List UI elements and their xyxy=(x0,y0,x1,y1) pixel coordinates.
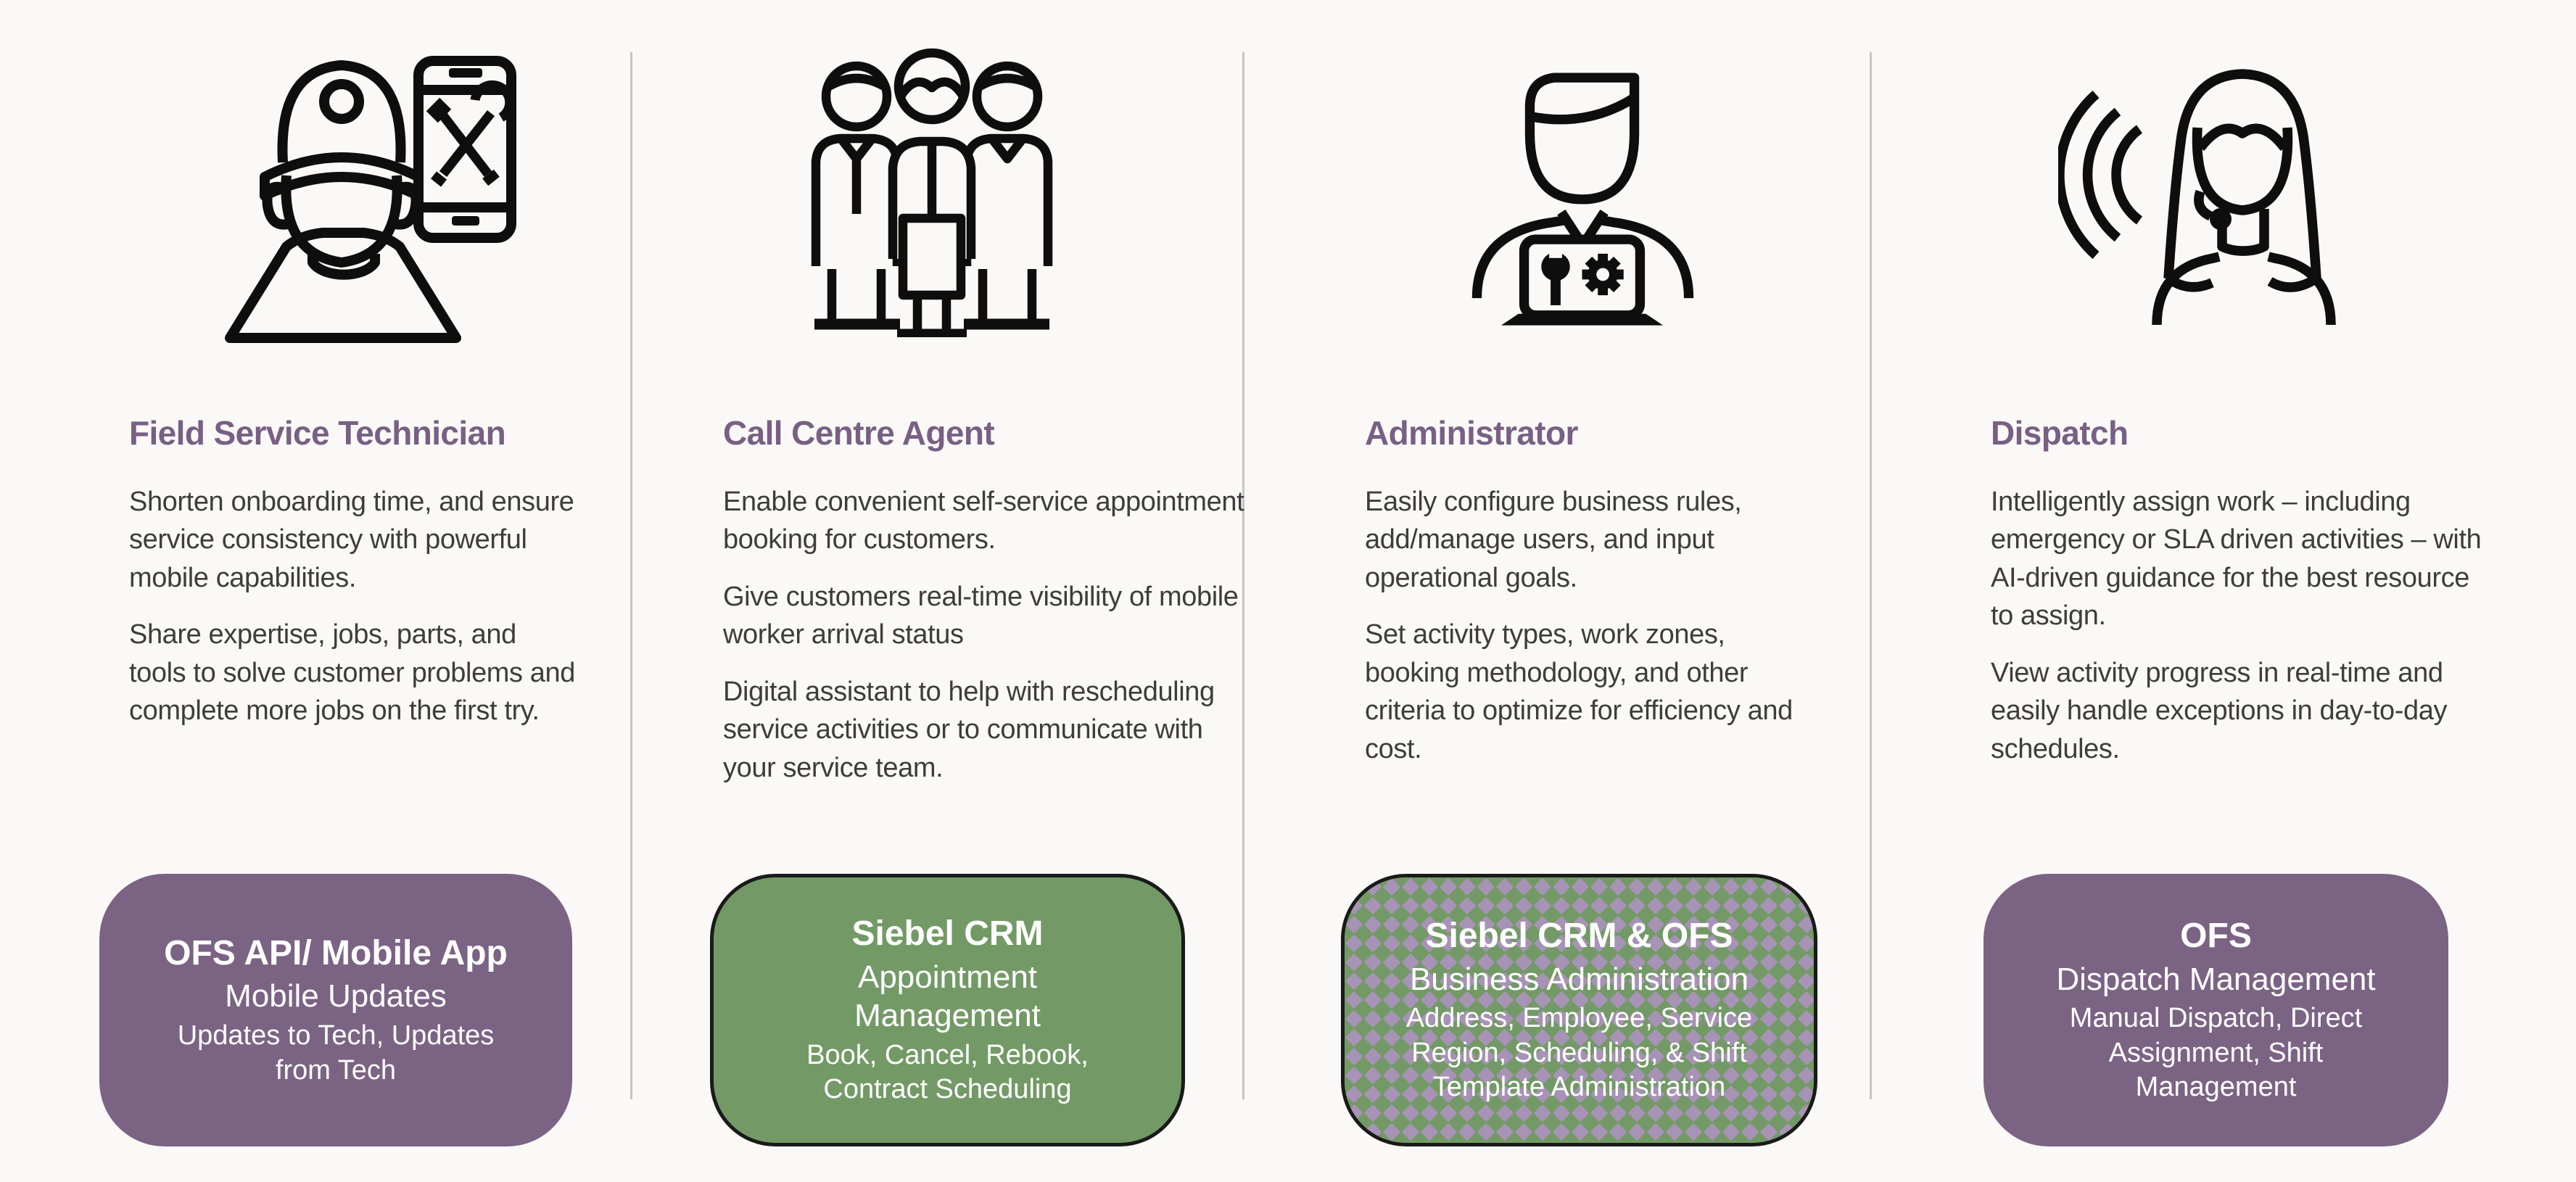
column-heading: Dispatch xyxy=(1991,414,2129,452)
column-heading: Call Centre Agent xyxy=(723,414,995,452)
paragraph: View activity progress in real-time and easily handle exceptions in day-to-day schedules. xyxy=(1991,657,2448,764)
column-divider xyxy=(630,52,632,1099)
column-paragraphs xyxy=(129,483,579,749)
column-paragraphs xyxy=(1365,483,1815,787)
product-box-content xyxy=(777,913,1118,1107)
paragraph: Share expertise, jobs, parts, and tools to solve customer problems and complete more jobs on the first try. xyxy=(129,619,576,727)
product-box-detail: Book, Cancel, Rebook, Contract Scheduling xyxy=(806,1039,1089,1105)
product-box-subtitle: Dispatch Management xyxy=(2056,961,2376,997)
paragraph: Enable convenient self-service appointment booking for customers. xyxy=(723,487,1244,555)
product-box-detail: Updates to Tech, Updates from Tech xyxy=(177,1020,495,1086)
product-box-title: Siebel CRM & OFS xyxy=(1425,917,1733,956)
technician-with-phone-icon xyxy=(163,20,519,343)
paragraph: Digital assistant to help with rescheduling service activities or to communicate with your service team. xyxy=(723,676,1215,783)
column-heading: Administrator xyxy=(1365,414,1578,452)
paragraph: Intelligently assign work – including emergency or SLA driven activities – with AI-driven guidance for the best resource to assign. xyxy=(1991,487,2482,632)
product-box-title: OFS xyxy=(2180,917,2252,956)
column-paragraphs xyxy=(723,483,1245,806)
product-box-ofs-api-mobile-app xyxy=(99,874,572,1146)
product-box-subtitle: Appointment Management xyxy=(854,959,1041,1034)
column-heading: Field Service Technician xyxy=(129,414,506,452)
paragraph: Set activity types, work zones, booking methodology, and other criteria to optimize for efficiency and cost. xyxy=(1365,619,1793,764)
dispatcher-headset-icon xyxy=(2058,38,2356,328)
paragraph: Shorten onboarding time, and ensure service consistency with powerful mobile capabilities. xyxy=(129,487,574,593)
column-divider xyxy=(1870,52,1872,1099)
paragraph: Give customers real-time visibility of mobile worker arrival status xyxy=(723,581,1239,650)
product-box-detail: Manual Dispatch, Direct Assignment, Shift Management xyxy=(2069,1003,2363,1103)
product-box-subtitle: Mobile Updates xyxy=(225,978,447,1014)
product-box-content xyxy=(1367,915,1791,1105)
product-box-ofs-dispatch xyxy=(1983,874,2448,1146)
product-box-siebel-crm xyxy=(710,874,1185,1146)
administrator-laptop-icon xyxy=(1447,59,1719,326)
product-box-content xyxy=(2028,915,2405,1105)
product-box-content xyxy=(154,933,517,1088)
product-box-title: OFS API/ Mobile App xyxy=(164,933,508,972)
product-box-detail: Address, Employee, Service Region, Scheduling, & Shift Template Administration xyxy=(1405,1003,1753,1103)
paragraph: Easily configure business rules, add/manage users, and input operational goals. xyxy=(1365,487,1742,593)
call-centre-team-icon xyxy=(787,25,1077,337)
column-paragraphs xyxy=(1991,483,2498,787)
product-box-subtitle: Business Administration xyxy=(1409,961,1749,997)
product-box-siebel-crm-and-ofs xyxy=(1341,874,1817,1146)
product-box-title: Siebel CRM xyxy=(851,914,1044,954)
